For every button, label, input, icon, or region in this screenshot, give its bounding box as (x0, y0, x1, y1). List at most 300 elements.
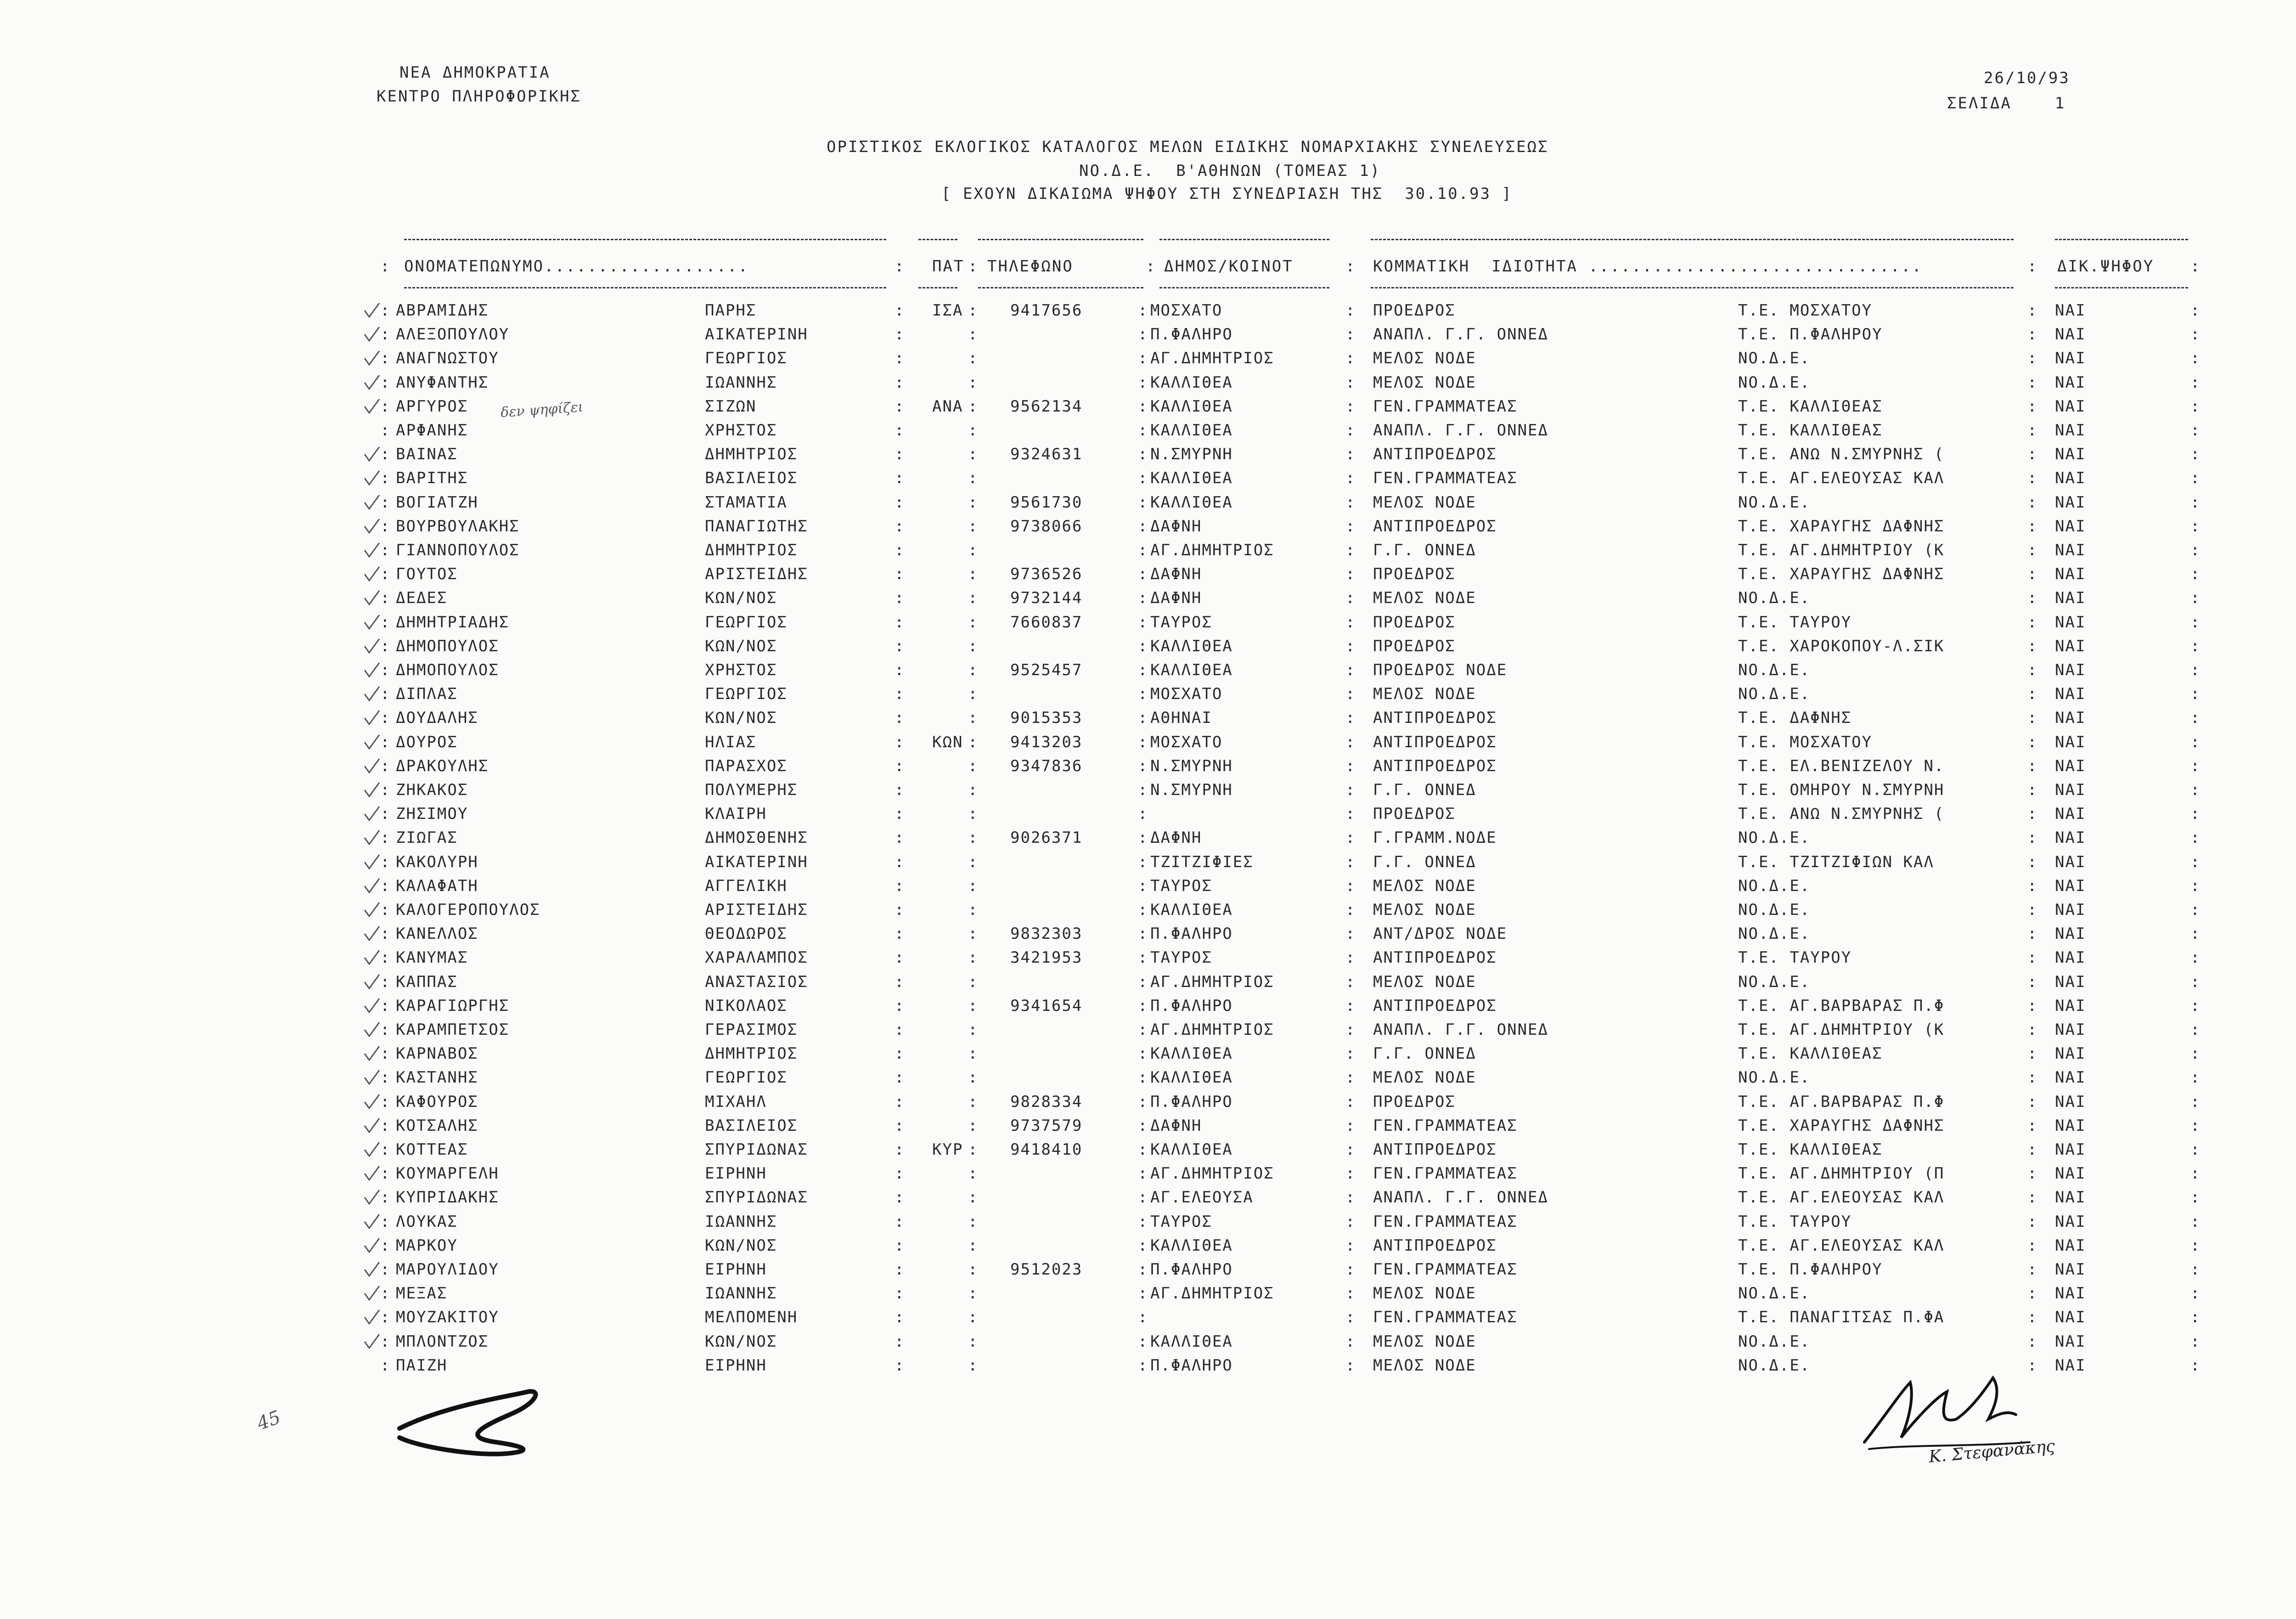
member-vote-right: ΝΑΙ (2055, 1260, 2086, 1279)
member-organization: ΝΟ.Δ.Ε. (1738, 493, 1811, 512)
check-mark-icon (363, 1188, 381, 1207)
member-organization: Τ.Ε. ΑΓ.ΕΛΕΟΥΣΑΣ ΚΑΛ (1738, 1188, 1945, 1207)
member-first-name: ΔΗΜΗΤΡΙΟΣ (705, 445, 798, 464)
check-mark-icon (363, 1260, 381, 1279)
column-separator: : (1138, 756, 1148, 775)
col-header-name: ΟΝΟΜΑΤΕΠΩΝΥΜΟ................... (404, 257, 749, 276)
column-separator: : (2027, 421, 2037, 440)
table-row (0, 466, 2296, 490)
member-party-role: ΑΝΤΙΠΡΟΕΔΡΟΣ (1373, 756, 1497, 775)
member-vote-right: ΝΑΙ (2055, 301, 2086, 320)
table-row (0, 538, 2296, 562)
column-separator: : (1345, 1212, 1355, 1231)
column-separator: : (1138, 876, 1148, 895)
member-surname: ΖΗΣΙΜΟΥ (396, 805, 468, 824)
member-vote-right: ΝΑΙ (2055, 1212, 2086, 1231)
member-surname: ΑΛΕΞΟΠΟΥΛΟΥ (396, 325, 510, 344)
column-separator: : (380, 829, 390, 847)
member-organization: ΝΟ.Δ.Ε. (1738, 829, 1811, 847)
column-separator: : (2027, 661, 2037, 679)
column-separator: : (380, 589, 390, 608)
member-surname: ΚΑΡΝΑΒΟΣ (396, 1044, 478, 1063)
column-separator: : (895, 469, 904, 488)
column-separator: : (380, 1164, 390, 1183)
column-separator: : (1138, 925, 1148, 943)
column-separator: : (1345, 469, 1355, 488)
column-separator: : (2027, 733, 2037, 751)
member-patronymic: ΑΝΑ (932, 397, 963, 416)
member-party-role: ΠΡΟΕΔΡΟΣ (1373, 1092, 1456, 1111)
member-surname: ΚΑΠΠΑΣ (396, 972, 458, 991)
column-separator: : (2190, 1068, 2200, 1087)
member-vote-right: ΝΑΙ (2055, 901, 2086, 919)
member-first-name: ΑΡΙΣΤΕΙΔΗΣ (705, 565, 808, 584)
column-separator: : (968, 637, 978, 655)
member-party-role: ΓΕΝ.ΓΡΑΜΜΑΤΕΑΣ (1373, 1212, 1518, 1231)
member-first-name: ΣΤΑΜΑΤΙΑ (705, 493, 788, 512)
column-separator: : (380, 756, 390, 775)
member-first-name: ΘΕΟΔΩΡΟΣ (705, 925, 788, 943)
column-separator: : (2190, 852, 2200, 871)
column-separator: : (1138, 1332, 1148, 1351)
member-first-name: ΚΩΝ/ΝΟΣ (705, 589, 777, 608)
column-separator: : (2027, 1332, 2037, 1351)
check-mark-icon (363, 853, 381, 871)
member-surname: ΚΑΝΥΜΑΣ (396, 948, 468, 967)
column-separator: : (895, 829, 904, 847)
member-vote-right: ΝΑΙ (2055, 373, 2086, 392)
member-organization: Τ.Ε. ΤΑΥΡΟΥ (1738, 948, 1852, 967)
member-first-name: ΚΩΝ/ΝΟΣ (705, 1236, 777, 1255)
table-row (0, 442, 2296, 466)
column-separator: : (895, 1044, 904, 1063)
table-row (0, 1018, 2296, 1042)
member-first-name: ΣΠΥΡΙΔΩΝΑΣ (705, 1140, 808, 1159)
column-separator: : (895, 1308, 904, 1327)
member-vote-right: ΝΑΙ (2055, 829, 2086, 847)
column-separator: : (2027, 565, 2037, 584)
column-separator: : (2027, 709, 2037, 728)
column-separator: : (1138, 421, 1148, 440)
member-organization: ΝΟ.Δ.Ε. (1738, 661, 1811, 679)
member-party-role: ΑΝΤΙΠΡΟΕΔΡΟΣ (1373, 733, 1497, 751)
member-municipality: ΑΓ.ΔΗΜΗΤΡΙΟΣ (1150, 541, 1274, 559)
member-first-name: ΓΕΩΡΓΙΟΣ (705, 613, 788, 632)
table-row (0, 970, 2296, 994)
member-vote-right: ΝΑΙ (2055, 996, 2086, 1015)
member-surname: ΑΡΓΥΡΟΣ (396, 397, 468, 416)
member-first-name: ΧΑΡΑΛΑΜΠΟΣ (705, 948, 808, 967)
table-row (0, 1258, 2296, 1281)
member-party-role: ΓΕΝ.ΓΡΑΜΜΑΤΕΑΣ (1373, 1164, 1518, 1183)
member-first-name: ΧΡΗΣΤΟΣ (705, 661, 777, 679)
org-department: ΚΕΝΤΡΟ ΠΛΗΡΟΦΟΡΙΚΗΣ (377, 87, 581, 106)
check-mark-icon (363, 685, 381, 703)
column-separator: : (1345, 613, 1355, 632)
column-separator: : (1138, 493, 1148, 512)
member-first-name: ΜΙΧΑΗΛ (705, 1092, 767, 1111)
column-separator: : (1138, 781, 1148, 799)
column-separator: : (2027, 1021, 2037, 1039)
column-separator: : (380, 925, 390, 943)
column-separator: : (2027, 781, 2037, 799)
column-separator: : (380, 685, 390, 704)
member-organization: Τ.Ε. ΠΑΝΑΓΙΤΣΑΣ Π.ΦΑ (1738, 1308, 1945, 1327)
member-vote-right: ΝΑΙ (2055, 709, 2086, 728)
column-separator: : (1138, 1044, 1148, 1063)
check-mark-icon (363, 445, 381, 463)
column-separator: : (895, 852, 904, 871)
column-separator: : (380, 493, 390, 512)
col-header-dim: ΔΗΜΟΣ/ΚΟΙΝΟΤ (1164, 257, 1294, 276)
column-separator: : (1138, 589, 1148, 608)
member-municipality: ΚΑΛΛΙΘΕΑ (1150, 637, 1233, 655)
column-separator: : (380, 301, 390, 320)
column-separator: : (380, 469, 390, 488)
column-separator: : (1345, 781, 1355, 799)
check-mark-icon (363, 805, 381, 823)
member-vote-right: ΝΑΙ (2055, 397, 2086, 416)
member-municipality: ΚΑΛΛΙΘΕΑ (1150, 1044, 1233, 1063)
column-separator: : (2190, 445, 2200, 464)
column-separator: : (380, 421, 390, 440)
column-separator: : (1138, 613, 1148, 632)
column-separator: : (380, 972, 390, 991)
table-row (0, 778, 2296, 802)
column-separator: : (1345, 301, 1355, 320)
column-separator: : (1345, 661, 1355, 679)
column-separator: : (2190, 925, 2200, 943)
member-phone: 9525457 (1010, 661, 1083, 679)
member-municipality: Π.ΦΑΛΗΡΟ (1150, 1260, 1233, 1279)
member-vote-right: ΝΑΙ (2055, 1068, 2086, 1087)
column-separator: : (2027, 637, 2037, 655)
column-separator: : (2027, 876, 2037, 895)
column-separator: : (895, 1212, 904, 1231)
table-row (0, 1330, 2296, 1354)
member-vote-right: ΝΑΙ (2055, 541, 2086, 559)
column-separator: : (2190, 1260, 2200, 1279)
column-separator: : (968, 325, 978, 344)
column-separator: : (1345, 1236, 1355, 1255)
column-separator: : (895, 1236, 904, 1255)
column-separator: : (1138, 1284, 1148, 1303)
member-municipality: ΚΑΛΛΙΘΕΑ (1150, 1236, 1233, 1255)
member-municipality: ΚΑΛΛΙΘΕΑ (1150, 1140, 1233, 1159)
member-municipality: ΑΘΗΝΑΙ (1150, 709, 1212, 728)
member-party-role: ΑΝΑΠΛ. Γ.Γ. ΟΝΝΕΔ (1373, 325, 1548, 344)
member-organization: Τ.Ε. ΑΝΩ Ν.ΣΜΥΡΝΗΣ ( (1738, 805, 1945, 824)
header-rule (1371, 239, 2014, 240)
column-separator: : (2027, 852, 2037, 871)
member-vote-right: ΝΑΙ (2055, 1140, 2086, 1159)
member-surname: ΓΟΥΤΟΣ (396, 565, 458, 584)
column-separator: : (380, 1044, 390, 1063)
member-first-name: ΔΗΜΗΤΡΙΟΣ (705, 541, 798, 559)
member-municipality: ΑΓ.ΔΗΜΗΤΡΙΟΣ (1150, 972, 1274, 991)
member-party-role: ΜΕΛΟΣ ΝΟΔΕ (1373, 1068, 1476, 1087)
column-separator: : (380, 325, 390, 344)
column-separator: : (2190, 325, 2200, 344)
member-phone: 3421953 (1010, 948, 1083, 967)
column-separator: : (2190, 661, 2200, 679)
column-separator: : (2190, 493, 2200, 512)
column-separator: : (2027, 901, 2037, 919)
member-municipality: Π.ΦΑΛΗΡΟ (1150, 996, 1233, 1015)
table-row (0, 299, 2296, 322)
member-organization: ΝΟ.Δ.Ε. (1738, 1068, 1811, 1087)
check-mark-icon (363, 1332, 381, 1351)
column-separator: : (895, 445, 904, 464)
check-mark-icon (363, 373, 381, 392)
member-organization: Τ.Ε. ΧΑΡΑΥΓΗΣ ΔΑΦΝΗΣ (1738, 517, 1945, 536)
column-separator: : (895, 1021, 904, 1039)
column-separator: : (968, 805, 978, 824)
handwritten-note: δεν ψηφίζει (500, 399, 584, 421)
column-separator: : (2027, 1116, 2037, 1135)
column-separator: : (1138, 541, 1148, 559)
column-separator: : (895, 709, 904, 728)
table-row (0, 1042, 2296, 1066)
member-vote-right: ΝΑΙ (2055, 661, 2086, 679)
table-row (0, 994, 2296, 1018)
column-separator: : (380, 876, 390, 895)
column-separator: : (380, 637, 390, 655)
col-header-role: ΚΟΜΜΑΤΙΚΗ ΙΔΙΟΤΗΤΑ ............................... (1373, 257, 1923, 276)
member-organization: Τ.Ε. ΚΑΛΛΙΘΕΑΣ (1738, 1140, 1883, 1159)
table-row (0, 1305, 2296, 1329)
member-phone: 9347836 (1010, 756, 1083, 775)
member-phone: 9341654 (1010, 996, 1083, 1015)
member-patronymic: ΚΩΝ (932, 733, 963, 751)
margin-number: 45 (254, 1406, 284, 1435)
table-row (0, 395, 2296, 418)
column-separator: : (895, 517, 904, 536)
member-party-role: Γ.Γ. ΟΝΝΕΔ (1373, 541, 1476, 559)
column-separator: : (895, 1260, 904, 1279)
column-separator: : (895, 589, 904, 608)
check-mark-icon (363, 1164, 381, 1183)
column-separator: : (968, 829, 978, 847)
member-surname: ΚΟΤΤΕΑΣ (396, 1140, 468, 1159)
column-separator: : (380, 613, 390, 632)
member-party-role: ΜΕΛΟΣ ΝΟΔΕ (1373, 901, 1476, 919)
column-separator: : (2027, 948, 2037, 967)
column-separator: : (1138, 373, 1148, 392)
member-vote-right: ΝΑΙ (2055, 1308, 2086, 1327)
member-party-role: ΓΕΝ.ΓΡΑΜΜΑΤΕΑΣ (1373, 397, 1518, 416)
column-separator: : (1345, 805, 1355, 824)
check-mark-icon (363, 349, 381, 367)
column-separator: : (895, 1140, 904, 1159)
document-page: ΝΕΑ ΔΗΜΟΚΡΑΤΙΑ ΚΕΝΤΡΟ ΠΛΗΡΟΦΟΡΙΚΗΣ 26/10/93 ΣΕΛΙΔΑ 1 ΟΡΙΣΤΙΚΟΣ ΕΚΛΟΓΙΚΟΣ ΚΑΤΑΛΟΓΟΣ ΜΕΛΩΝ ΕΙΔΙΚΗΣ ΝΟΜΑΡΧΙΑΚΗΣ ΣΥΝΕΛΕΥΣΕΩΣ ΝΟ.Δ.Ε. Β'ΑΘΗΝΩΝ (ΤΟΜΕΑΣ 1) [ ΕΧΟΥΝ ΔΙΚΑΙΩΜΑ ΨΗΦΟΥ ΣΤΗ ΣΥΝΕΔΡΙΑΣΗ ΤΗΣ 30.10.93 ] : ΟΝΟΜΑΤΕΠΩΝΥΜΟ................... : ΠΑΤ : ΤΗΛΕΦΩΝΟ : ΔΗΜΟΣ/ΚΟΙΝΟΤ : ΚΟΜΜΑΤΙΚΗ ΙΔΙΟΤΗΤΑ ............................... : ΔΙΚ.ΨΗΦΟΥ : ΑΒΡΑΜΙΔΗΣ ΠΑΡΗΣ ΙΣΑ 9417656 ΜΟΣΧΑΤΟ ΠΡΟΕΔΡΟΣ Τ.Ε. ΜΟΣΧΑΤΟΥ ΝΑΙ : : : : : : : ΑΛΕΞΟΠΟΥΛΟΥ ΑΙΚΑΤΕΡΙΝΗ Π.ΦΑΛΗΡΟ ΑΝΑΠΛ. Γ.Γ. ΟΝΝΕΔ Τ.Ε. Π.ΦΑΛΗΡΟΥ ΝΑΙ : : : : : : : ΑΝΑΓΝΩΣΤΟΥ ΓΕΩΡΓΙΟΣ ΑΓ.ΔΗΜΗΤΡΙΟΣ ΜΕΛΟΣ ΝΟΔΕ ΝΟ.Δ.Ε. ΝΑΙ : : : : : : : ΑΝΥΦΑΝΤΗΣ ΙΩΑΝΝΗΣ ΚΑΛΛΙΘΕΑ ΜΕΛΟΣ ΝΟΔΕ ΝΟ.Δ.Ε. ΝΑΙ : : : : : : : ΑΡΓΥΡΟΣ ΣΙΖΩΝ ΑΝΑ 9562134 ΚΑΛΛΙΘΕΑ ΓΕΝ.ΓΡΑΜΜΑΤΕΑΣ Τ.Ε. ΚΑΛΛΙΘΕΑΣ ΝΑΙ : : : : : : : ΑΡΦΑΝΗΣ ΧΡΗΣΤΟΣ ΚΑΛΛΙΘΕΑ ΑΝΑΠΛ. Γ.Γ. ΟΝΝΕΔ Τ.Ε. ΚΑΛΛΙΘΕΑΣ ΝΑΙ : : : : : : : ΒΑΙΝΑΣ ΔΗΜΗΤΡΙΟΣ 9324631 Ν.ΣΜΥΡΝΗ ΑΝΤΙΠΡΟΕΔΡΟΣ Τ.Ε. ΑΝΩ Ν.ΣΜΥΡΝΗΣ ( ΝΑΙ : : : : : : : ΒΑΡΙΤΗΣ ΒΑΣΙΛΕΙΟΣ ΚΑΛΛΙΘΕΑ ΓΕΝ.ΓΡΑΜΜΑΤΕΑΣ Τ.Ε. ΑΓ.ΕΛΕΟΥΣΑΣ ΚΑΛ ΝΑΙ : : : : : : : ΒΟΓΙΑΤΖΗ ΣΤΑΜΑΤΙΑ 9561730 ΚΑΛΛΙΘΕΑ ΜΕΛΟΣ ΝΟΔΕ ΝΟ.Δ.Ε. ΝΑΙ : : : : : : : ΒΟΥΡΒΟΥΛΑΚΗΣ ΠΑΝΑΓΙΩΤΗΣ 9738066 ΔΑΦΝΗ ΑΝΤΙΠΡΟΕΔΡΟΣ Τ.Ε. ΧΑΡΑΥΓΗΣ ΔΑΦΝΗΣ ΝΑΙ : : : : : : : ΓΙΑΝΝΟΠΟΥΛΟΣ ΔΗΜΗΤΡΙΟΣ ΑΓ.ΔΗΜΗΤΡΙΟΣ Γ.Γ. ΟΝΝΕΔ Τ.Ε. ΑΓ.ΔΗΜΗΤΡΙΟΥ (Κ ΝΑΙ : : : : : : : ΓΟΥΤΟΣ ΑΡΙΣΤΕΙΔΗΣ 9736526 ΔΑΦΝΗ ΠΡΟΕΔΡΟΣ Τ.Ε. ΧΑΡΑΥΓΗΣ ΔΑΦΝΗΣ ΝΑΙ : : : : : : : ΔΕΔΕΣ ΚΩΝ/ΝΟΣ 9732144 ΔΑΦΝΗ ΜΕΛΟΣ ΝΟΔΕ ΝΟ.Δ.Ε. ΝΑΙ : : : : : : : ΔΗΜΗΤΡΙΑΔΗΣ ΓΕΩΡΓΙΟΣ 7660837 ΤΑΥΡΟΣ ΠΡΟΕΔΡΟΣ Τ.Ε. ΤΑΥΡΟΥ ΝΑΙ : : : : : : : ΔΗΜΟΠΟΥΛΟΣ ΚΩΝ/ΝΟΣ ΚΑΛΛΙΘΕΑ ΠΡΟΕΔΡΟΣ Τ.Ε. ΧΑΡΟΚΟΠΟΥ-Λ.ΣΙΚ ΝΑΙ : : : : : : : ΔΗΜΟΠΟΥΛΟΣ ΧΡΗΣΤΟΣ 9525457 ΚΑΛΛΙΘΕΑ ΠΡΟΕΔΡΟΣ ΝΟΔΕ ΝΟ.Δ.Ε. ΝΑΙ : : : : : : : ΔΙΠΛΑΣ ΓΕΩΡΓΙΟΣ ΜΟΣΧΑΤΟ ΜΕΛΟΣ ΝΟΔΕ ΝΟ.Δ.Ε. ΝΑΙ : : : : : : : ΔΟΥΔΑΛΗΣ ΚΩΝ/ΝΟΣ 9015353 ΑΘΗΝΑΙ ΑΝΤΙΠΡΟΕΔΡΟΣ Τ.Ε. ΔΑΦΝΗΣ ΝΑΙ : : : : : : : ΔΟΥΡΟΣ ΗΛΙΑΣ ΚΩΝ 9413203 ΜΟΣΧΑΤΟ ΑΝΤΙΠΡΟΕΔΡΟΣ Τ.Ε. ΜΟΣΧΑΤΟΥ ΝΑΙ : : : : : : : ΔΡΑΚΟΥΛΗΣ ΠΑΡΑΣΧΟΣ 9347836 Ν.ΣΜΥΡΝΗ ΑΝΤΙΠΡΟΕΔΡΟΣ Τ.Ε. ΕΛ.ΒΕΝΙΖΕΛΟΥ Ν. ΝΑΙ : : : : : : : ΖΗΚΑΚΟΣ ΠΟΛΥΜΕΡΗΣ Ν.ΣΜΥΡΝΗ Γ.Γ. ΟΝΝΕΔ Τ.Ε. ΟΜΗΡΟΥ Ν.ΣΜΥΡΝΗ ΝΑΙ : : : : : : : ΖΗΣΙΜΟΥ ΚΛΑΙΡΗ ΠΡΟΕΔΡΟΣ Τ.Ε. ΑΝΩ Ν.ΣΜΥΡΝΗΣ ( ΝΑΙ : : : : : : : ΖΙΩΓΑΣ ΔΗΜΟΣΘΕΝΗΣ 9026371 ΔΑΦΝΗ Γ.ΓΡΑΜΜ.ΝΟΔΕ ΝΟ.Δ.Ε. ΝΑΙ : : : : : : : ΚΑΚΟΛΥΡΗ ΑΙΚΑΤΕΡΙΝΗ ΤΖΙΤΖΙΦΙΕΣ Γ.Γ. ΟΝΝΕΔ Τ.Ε. ΤΖΙΤΖΙΦΙΩΝ ΚΑΛ ΝΑΙ : : : : : : : ΚΑΛΑΦΑΤΗ ΑΓΓΕΛΙΚΗ ΤΑΥΡΟΣ ΜΕΛΟΣ ΝΟΔΕ ΝΟ.Δ.Ε. ΝΑΙ : : : : : : : ΚΑΛΟΓΕΡΟΠΟΥΛΟΣ ΑΡΙΣΤΕΙΔΗΣ ΚΑΛΛΙΘΕΑ ΜΕΛΟΣ ΝΟΔΕ ΝΟ.Δ.Ε. ΝΑΙ : : : : : : : ΚΑΝΕΛΛΟΣ ΘΕΟΔΩΡΟΣ 9832303 Π.ΦΑΛΗΡΟ ΑΝΤ/ΔΡΟΣ ΝΟΔΕ ΝΟ.Δ.Ε. ΝΑΙ : : : : : : : ΚΑΝΥΜΑΣ ΧΑΡΑΛΑΜΠΟΣ 3421953 ΤΑΥΡΟΣ ΑΝΤΙΠΡΟΕΔΡΟΣ Τ.Ε. ΤΑΥΡΟΥ ΝΑΙ : : : : : : : ΚΑΠΠΑΣ ΑΝΑΣΤΑΣΙΟΣ ΑΓ.ΔΗΜΗΤΡΙΟΣ ΜΕΛΟΣ ΝΟΔΕ ΝΟ.Δ.Ε. ΝΑΙ : : : : : : : ΚΑΡΑΓΙΩΡΓΗΣ ΝΙΚΟΛΑΟΣ 9341654 Π.ΦΑΛΗΡΟ ΑΝΤΙΠΡΟΕΔΡΟΣ Τ.Ε. ΑΓ.ΒΑΡΒΑΡΑΣ Π.Φ ΝΑΙ : : : : : : : ΚΑΡΑΜΠΕΤΣΟΣ ΓΕΡΑΣΙΜΟΣ ΑΓ.ΔΗΜΗΤΡΙΟΣ ΑΝΑΠΛ. Γ.Γ. ΟΝΝΕΔ Τ.Ε. ΑΓ.ΔΗΜΗΤΡΙΟΥ (Κ ΝΑΙ : : : : : : : ΚΑΡΝΑΒΟΣ ΔΗΜΗΤΡΙΟΣ ΚΑΛΛΙΘΕΑ Γ.Γ. ΟΝΝΕΔ Τ.Ε. ΚΑΛΛΙΘΕΑΣ ΝΑΙ : : : : : : : ΚΑΣΤΑΝΗΣ ΓΕΩΡΓΙΟΣ ΚΑΛΛΙΘΕΑ ΜΕΛΟΣ ΝΟΔΕ ΝΟ.Δ.Ε. ΝΑΙ : : : : : : : ΚΑΦΟΥΡΟΣ ΜΙΧΑΗΛ 9828334 Π.ΦΑΛΗΡΟ ΠΡΟΕΔΡΟΣ Τ.Ε. ΑΓ.ΒΑΡΒΑΡΑΣ Π.Φ ΝΑΙ : : : : : : : ΚΟΤΣΑΛΗΣ ΒΑΣΙΛΕΙΟΣ 9737579 ΔΑΦΝΗ ΓΕΝ.ΓΡΑΜΜΑΤΕΑΣ Τ.Ε. ΧΑΡΑΥΓΗΣ ΔΑΦΝΗΣ ΝΑΙ : : : : : : : ΚΟΤΤΕΑΣ ΣΠΥΡΙΔΩΝΑΣ ΚΥΡ 9418410 ΚΑΛΛΙΘΕΑ ΑΝΤΙΠΡΟΕΔΡΟΣ Τ.Ε. ΚΑΛΛΙΘΕΑΣ ΝΑΙ : : : : : : : ΚΟΥΜΑΡΓΕΛΗ ΕΙΡΗΝΗ ΑΓ.ΔΗΜΗΤΡΙΟΣ ΓΕΝ.ΓΡΑΜΜΑΤΕΑΣ Τ.Ε. ΑΓ.ΔΗΜΗΤΡΙΟΥ (Π ΝΑΙ : : : : : : : ΚΥΠΡΙΔΑΚΗΣ ΣΠΥΡΙΔΩΝΑΣ ΑΓ.ΕΛΕΟΥΣΑ ΑΝΑΠΛ. Γ.Γ. ΟΝΝΕΔ Τ.Ε. ΑΓ.ΕΛΕΟΥΣΑΣ ΚΑΛ ΝΑΙ : : : : : : : ΛΟΥΚΑΣ ΙΩΑΝΝΗΣ ΤΑΥΡΟΣ ΓΕΝ.ΓΡΑΜΜΑΤΕΑΣ Τ.Ε. ΤΑΥΡΟΥ ΝΑΙ : : : : : : : ΜΑΡΚΟΥ ΚΩΝ/ΝΟΣ ΚΑΛΛΙΘΕΑ ΑΝΤΙΠΡΟΕΔΡΟΣ Τ.Ε. ΑΓ.ΕΛΕΟΥΣΑΣ ΚΑΛ ΝΑΙ : : : : : : : ΜΑΡΟΥΛΙΔΟΥ ΕΙΡΗΝΗ 9512023 Π.ΦΑΛΗΡΟ ΓΕΝ.ΓΡΑΜΜΑΤΕΑΣ Τ.Ε. Π.ΦΑΛΗΡΟΥ ΝΑΙ : : : : : : : ΜΕΞΑΣ ΙΩΑΝΝΗΣ ΑΓ.ΔΗΜΗΤΡΙΟΣ ΜΕΛΟΣ ΝΟΔΕ ΝΟ.Δ.Ε. ΝΑΙ : : : : : : : ΜΟΥΖΑΚΙΤΟΥ ΜΕΛΠΟΜΕΝΗ ΓΕΝ.ΓΡΑΜΜΑΤΕΑΣ Τ.Ε. ΠΑΝΑΓΙΤΣΑΣ Π.ΦΑ ΝΑΙ : : : : : : : ΜΠΛΟΝΤΖΟΣ ΚΩΝ/ΝΟΣ ΚΑΛΛΙΘΕΑ ΜΕΛΟΣ ΝΟΔΕ ΝΟ.Δ.Ε. ΝΑΙ : : : : : : : ΠΑΙΖΗ ΕΙΡΗΝΗ Π.ΦΑΛΗΡΟ ΜΕΛΟΣ ΝΟΔΕ ΝΟ.Δ.Ε. ΝΑΙ : : : : : : : δεν ψηφίζει 45 Κ. Στεφανάκης (0, 0, 2296, 1619)
column-separator: : (1138, 996, 1148, 1015)
column-separator: : (380, 373, 390, 392)
table-row (0, 922, 2296, 946)
member-party-role: ΑΝΤΙΠΡΟΕΔΡΟΣ (1373, 948, 1497, 967)
table-row (0, 1066, 2296, 1089)
member-organization: Τ.Ε. ΕΛ.ΒΕΝΙΖΕΛΟΥ Ν. (1738, 756, 1945, 775)
column-separator: : (2190, 1236, 2200, 1255)
member-phone: 9737579 (1010, 1116, 1083, 1135)
header-rule (918, 287, 957, 288)
column-separator: : (2027, 397, 2037, 416)
column-separator: : (895, 565, 904, 584)
table-row (0, 826, 2296, 850)
member-organization: Τ.Ε. ΑΝΩ Ν.ΣΜΥΡΝΗΣ ( (1738, 445, 1945, 464)
member-vote-right: ΝΑΙ (2055, 1044, 2086, 1063)
column-separator: : (895, 756, 904, 775)
column-separator: : (380, 901, 390, 919)
member-first-name: ΙΩΑΝΝΗΣ (705, 1284, 777, 1303)
column-separator: : (1345, 1092, 1355, 1111)
member-party-role: ΜΕΛΟΣ ΝΟΔΕ (1373, 373, 1476, 392)
member-vote-right: ΝΑΙ (2055, 349, 2086, 368)
member-party-role: ΑΝΑΠΛ. Γ.Γ. ΟΝΝΕΔ (1373, 421, 1548, 440)
column-separator: : (968, 589, 978, 608)
page-label: ΣΕΛΙΔΑ (1947, 94, 2012, 113)
column-separator: : (1345, 1140, 1355, 1159)
member-vote-right: ΝΑΙ (2055, 685, 2086, 704)
member-organization: Τ.Ε. ΟΜΗΡΟΥ Ν.ΣΜΥΡΝΗ (1738, 781, 1945, 799)
column-separator: : (1138, 733, 1148, 751)
check-mark-icon (363, 997, 381, 1015)
member-organization: Τ.Ε. ΚΑΛΛΙΘΕΑΣ (1738, 1044, 1883, 1063)
member-surname: ΚΑΡΑΜΠΕΤΣΟΣ (396, 1021, 510, 1039)
column-separator: : (968, 756, 978, 775)
member-vote-right: ΝΑΙ (2055, 972, 2086, 991)
column-separator: : (968, 876, 978, 895)
check-mark-icon (363, 781, 381, 799)
member-municipality: ΔΑΦΝΗ (1150, 1116, 1202, 1135)
column-separator: : (1345, 541, 1355, 559)
column-separator: : (1138, 397, 1148, 416)
column-separator: : (1345, 1188, 1355, 1207)
member-surname: ΒΟΓΙΑΤΖΗ (396, 493, 478, 512)
check-mark-icon (363, 661, 381, 679)
check-mark-icon (363, 637, 381, 655)
column-separator: : (1345, 637, 1355, 655)
column-separator: : (895, 493, 904, 512)
column-separator: : (968, 1068, 978, 1087)
column-separator: : (1345, 756, 1355, 775)
member-surname: ΚΑΦΟΥΡΟΣ (396, 1092, 478, 1111)
column-separator: : (895, 1116, 904, 1135)
member-organization: Τ.Ε. ΚΑΛΛΙΘΕΑΣ (1738, 397, 1883, 416)
column-separator: : (1345, 948, 1355, 967)
member-municipality: ΤΑΥΡΟΣ (1150, 613, 1212, 632)
column-separator: : (380, 733, 390, 751)
member-municipality: ΚΑΛΛΙΘΕΑ (1150, 421, 1233, 440)
column-separator: : (2027, 1284, 2037, 1303)
member-first-name: ΠΟΛΥΜΕΡΗΣ (705, 781, 798, 799)
member-party-role: ΠΡΟΕΔΡΟΣ (1373, 301, 1456, 320)
check-mark-icon (363, 589, 381, 607)
column-separator: : (895, 373, 904, 392)
column-separator: : (380, 1140, 390, 1159)
column-separator: : (1138, 805, 1148, 824)
column-separator: : (2027, 1236, 2037, 1255)
column-separator: : (968, 1164, 978, 1183)
column-separator: : (2190, 972, 2200, 991)
column-separator: : (380, 517, 390, 536)
column-separator: : (2027, 613, 2037, 632)
column-separator: : (968, 349, 978, 368)
column-separator: : (2027, 829, 2037, 847)
member-organization: Τ.Ε. ΧΑΡΑΥΓΗΣ ΔΑΦΝΗΣ (1738, 1116, 1945, 1135)
member-surname: ΛΟΥΚΑΣ (396, 1212, 458, 1231)
column-separator: : (2190, 1308, 2200, 1327)
member-phone: 9324631 (1010, 445, 1083, 464)
column-separator: : (968, 733, 978, 751)
member-vote-right: ΝΑΙ (2055, 925, 2086, 943)
member-municipality: ΑΓ.ΔΗΜΗΤΡΙΟΣ (1150, 1021, 1274, 1039)
column-separator: : (2027, 996, 2037, 1015)
column-separator: : (2190, 805, 2200, 824)
member-surname: ΜΠΛΟΝΤΖΟΣ (396, 1332, 489, 1351)
column-separator: : (2190, 1212, 2200, 1231)
column-separator: : (2190, 469, 2200, 488)
member-municipality: ΔΑΦΝΗ (1150, 589, 1202, 608)
member-surname: ΔΗΜΟΠΟΥΛΟΣ (396, 661, 499, 679)
member-surname: ΑΝΑΓΝΩΣΤΟΥ (396, 349, 499, 368)
column-separator: : (895, 948, 904, 967)
member-vote-right: ΝΑΙ (2055, 1188, 2086, 1207)
check-mark-icon (363, 493, 381, 512)
member-first-name: ΓΕΩΡΓΙΟΣ (705, 1068, 788, 1087)
column-separator: : (1345, 876, 1355, 895)
member-vote-right: ΝΑΙ (2055, 421, 2086, 440)
column-separator: : (968, 1236, 978, 1255)
column-separator: : (1138, 1308, 1148, 1327)
member-organization: Τ.Ε. ΧΑΡΑΥΓΗΣ ΔΑΦΝΗΣ (1738, 565, 1945, 584)
column-separator: : (380, 805, 390, 824)
member-first-name: ΑΝΑΣΤΑΣΙΟΣ (705, 972, 808, 991)
column-separator: : (895, 397, 904, 416)
member-municipality: ΜΟΣΧΑΤΟ (1150, 733, 1223, 751)
check-mark-icon (363, 565, 381, 583)
column-separator: : (2190, 349, 2200, 368)
member-organization: Τ.Ε. ΑΓ.ΒΑΡΒΑΡΑΣ Π.Φ (1738, 996, 1945, 1015)
member-surname: ΔΟΥΡΟΣ (396, 733, 458, 751)
check-mark-icon (363, 1308, 381, 1326)
member-surname: ΚΟΥΜΑΡΓΕΛΗ (396, 1164, 499, 1183)
member-surname: ΔΗΜΗΤΡΙΑΔΗΣ (396, 613, 510, 632)
header-rule (1159, 239, 1329, 240)
header-rule (918, 239, 957, 240)
member-vote-right: ΝΑΙ (2055, 565, 2086, 584)
column-separator: : (2190, 1021, 2200, 1039)
member-party-role: ΜΕΛΟΣ ΝΟΔΕ (1373, 876, 1476, 895)
check-mark-icon (363, 757, 381, 775)
column-separator: : (2027, 469, 2037, 488)
member-municipality: ΚΑΛΛΙΘΕΑ (1150, 661, 1233, 679)
member-party-role: Γ.Γ. ΟΝΝΕΔ (1373, 781, 1476, 799)
member-phone: 9512023 (1010, 1260, 1083, 1279)
column-separator: : (968, 301, 978, 320)
column-separator: : (2190, 301, 2200, 320)
column-separator: : (968, 852, 978, 871)
column-separator: : (1345, 1021, 1355, 1039)
check-mark-icon (363, 948, 381, 967)
member-party-role: ΑΝΤΙΠΡΟΕΔΡΟΣ (1373, 445, 1497, 464)
check-mark-icon (363, 901, 381, 919)
table-row (0, 418, 2296, 442)
member-surname: ΔΗΜΟΠΟΥΛΟΣ (396, 637, 499, 655)
column-separator: : (968, 1308, 978, 1327)
check-mark-icon (363, 397, 381, 416)
table-row (0, 1210, 2296, 1234)
